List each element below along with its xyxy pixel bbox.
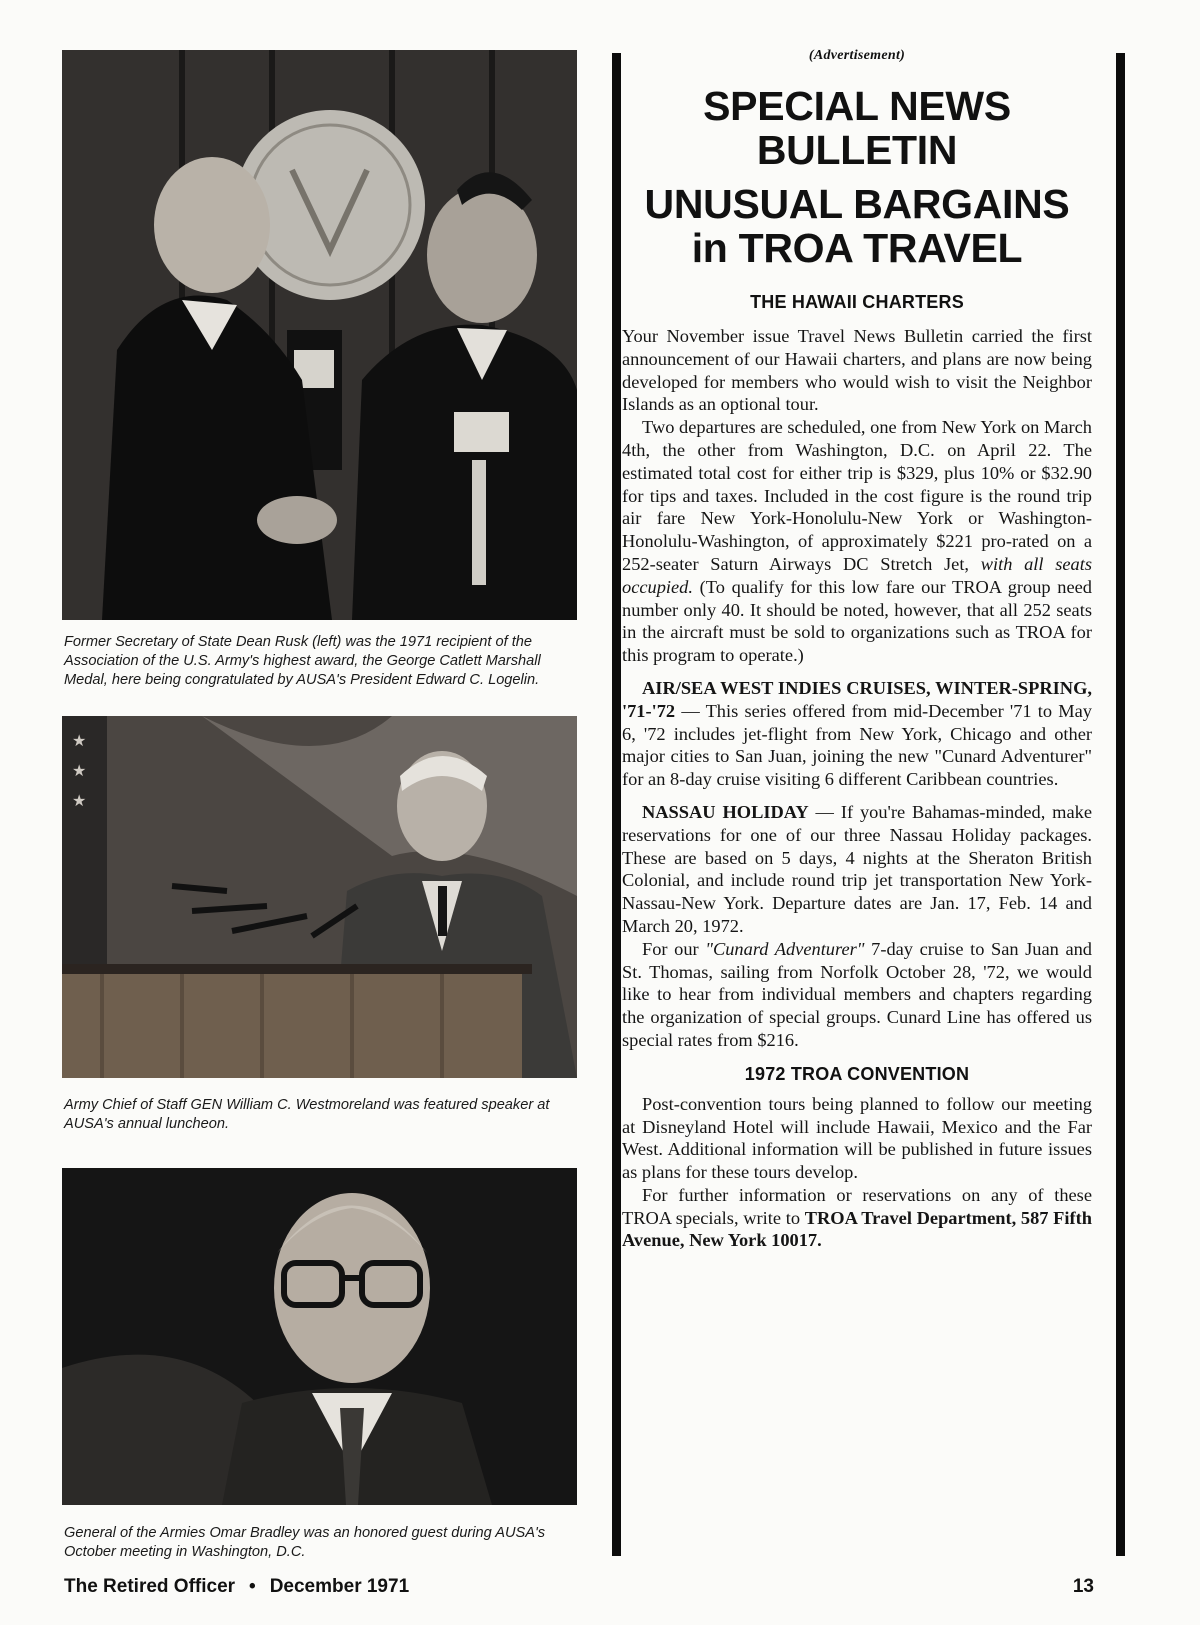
photo-caption: Army Chief of Staff GEN William C. Westmoreland was featured speaker at AUSA's annual luncheon. (64, 1097, 550, 1132)
convention-p2-text: For further information or reservations on any of these TROA specials, write to (622, 1184, 1092, 1228)
cunard-text: 7-day cruise to San Juan and St. Thomas, sailing from Norfolk October 28, '72, we would like to hear from individual members and chapters regarding the organization of special groups. Cunard Line has offered us special rates from $216. (622, 938, 1092, 1050)
section-heading-convention: 1972 TROA CONVENTION (744, 1063, 970, 1084)
photo-rusk-logelin (62, 50, 577, 620)
photo-westmoreland (62, 716, 577, 1078)
nassau-paragraph (622, 801, 1092, 938)
nassau-text: — If you're Bahamas-minded, make reservations for one of our three Nassau Holiday packages. These are based on 5 days, 4 nights at the Sheraton British Colonial, and include round trip jet transportation New York-Nassau-New York. Departure dates are Jan. 17, Feb. 14 and March 20, 1972. (622, 801, 1092, 936)
photo-bradley (62, 1168, 577, 1505)
westindies-lead: AIR/SEA WEST INDIES CRUISES, WINTER-SPRING, '71-'72 (622, 677, 1092, 721)
svg-text:★: ★ (72, 763, 87, 780)
photo-caption: Former Secretary of State Dean Rusk (left) was the 1971 recipient of the Association of the U.S. Army's highest award, the George Catlett Marshall Medal, here being congratulated by AUSA's President Edward C. Logelin. (64, 634, 541, 688)
ad-border-left (612, 53, 621, 1556)
publication-name: The Retired Officer (64, 1576, 236, 1597)
svg-text:★: ★ (72, 733, 87, 750)
headline-line-3: UNUSUAL BARGAINS (644, 181, 1070, 227)
page-footer (64, 1576, 1094, 1598)
headline-line-4: in TROA TRAVEL (691, 225, 1023, 271)
headline-line-2: BULLETIN (756, 127, 958, 173)
troa-address: TROA Travel Department, 587 Fifth Avenue, New York 10017. (622, 1207, 1092, 1251)
cunard-pre: For our (642, 938, 699, 959)
issue-date: December 1971 (269, 1576, 410, 1597)
westindies-paragraph (622, 677, 1092, 791)
page-number: 13 (1072, 1576, 1094, 1597)
convention-paragraph-1: Post-convention tours being planned to follow our meeting at Disneyland Hotel will include Hawaii, Mexico and the Far West. Additional information will be published in future issues as plans for these tours develop. (622, 1093, 1092, 1183)
headline-line-1: SPECIAL NEWS (703, 83, 1011, 129)
ad-label: (Advertisement) (808, 48, 906, 63)
cunard-paragraph (622, 938, 1092, 1052)
nassau-lead: NASSAU HOLIDAY (642, 801, 809, 822)
westindies-text: — This series offered from mid-December '71 to May 6, '72 includes jet-flight from New York, Chicago and other major cities to San Juan, joining the new "Cunard Adventurer" for an 8-day cruise visiting 6 different Caribbean countries. (622, 700, 1092, 790)
hawaii-p2-note: (To qualify for this low fare our TROA group need number only 40. It should be noted, however, that all 252 seats in the aircraft must be sold to organizations such as TROA for this program to operate.) (622, 576, 1092, 666)
advertisement-box (622, 48, 1092, 1252)
svg-text:★: ★ (72, 793, 87, 810)
cunard-ship-name: "Cunard Adventurer" (705, 938, 865, 959)
section-heading-hawaii: THE HAWAII CHARTERS (750, 292, 964, 312)
footer-bullet: • (249, 1576, 256, 1597)
hawaii-paragraph-2 (622, 416, 1092, 667)
photo-caption: General of the Armies Omar Bradley was an honored guest during AUSA's October meeting in Washington, D.C. (64, 1525, 546, 1560)
convention-paragraph-2 (622, 1184, 1092, 1252)
hawaii-p2-text: Two departures are scheduled, one from New York on March 4th, the other from Washington, D.C. on April 22. The estimated total cost for either trip is $329, plus 10% or $32.90 for tips and taxes. Included in the cost figure is the round trip air fare New York-Honolulu-New York or Washington-Honolulu-Washington, of approximately $221 pro-rated on a 252-seater Saturn Airways DC Stretch Jet, (622, 417, 1092, 574)
ad-border-right (1116, 53, 1125, 1556)
hawaii-p2-italic: with all seats occupied. (622, 553, 1092, 597)
hawaii-paragraph-1: Your November issue Travel News Bulletin carried the first announcement of our Hawaii charters, and plans are now being developed for members who would wish to visit the Neighbor Islands as an optional tour. (622, 326, 1092, 415)
